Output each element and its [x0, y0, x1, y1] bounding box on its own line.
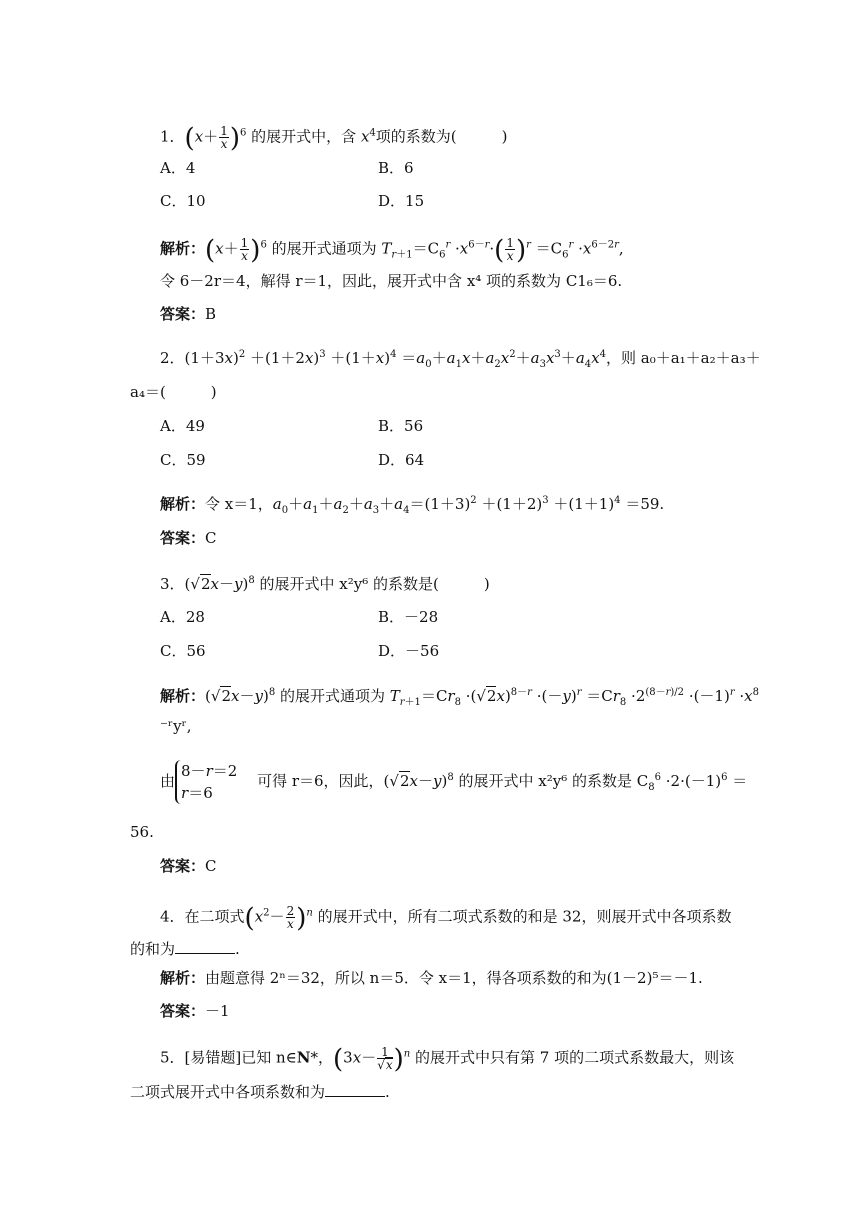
stem-text: 项的系数为( )	[375, 127, 508, 146]
analysis-text: 由	[160, 772, 176, 790]
analysis-line: 56.	[130, 823, 154, 841]
option-c: C．10	[160, 192, 206, 210]
stem-text: 的展开式中，含	[251, 127, 357, 146]
stem-text: 的展开式中，所有二项式系数的和是 32，则展开式中各项系数	[317, 907, 732, 926]
question-3-analysis: 解析：$(√2x-y)^8$ 的展开式通项为 $T_{r+1}=Cr_8 \cdot(√2x)^{8-r} \cdot(-y)^r =Cr_8 \cdot 2^{(8-r)/2} \cdot(-1)^r \cdot x^8$	[160, 687, 760, 708]
analysis-line: ⁻ʳyʳ,	[160, 717, 192, 735]
analysis-line: 令 6－2r＝4，解得 r＝1，因此，展开式中含 x⁴ 项的系数为 C1₆＝6.	[160, 272, 623, 290]
analysis-label: 解析：	[160, 495, 206, 513]
answer-value: C	[205, 857, 217, 875]
stem-text: .	[385, 1083, 390, 1101]
stem-text: ，则 a₀＋a₁＋a₂＋a₃＋	[605, 349, 761, 367]
stem-text: 的展开式中 x²y⁶ 的系数是( )	[259, 575, 490, 593]
question-4-stem-line2	[130, 939, 240, 959]
question-1-stem: 1．(x＋ $\frac{1}{x}$ )$^6$ 的展开式中，含 $x^4$项的系数为( )	[160, 123, 508, 154]
option-d: D．－56	[378, 642, 440, 660]
question-2-answer	[160, 528, 217, 548]
analysis-text: 由题意得 2ⁿ＝32，所以 n＝5．令 x＝1，得各项系数的和为(1－2)⁵＝－1.	[205, 969, 703, 987]
analysis-label: 解析：	[160, 687, 206, 705]
option-b: B．－28	[378, 608, 439, 626]
stem-text: 的和为	[130, 940, 176, 958]
question-1-analysis: 解析：(x＋ $\frac{1}{x}$ )$^6$ 的展开式通项为 $T_{r+1}=C_6^r \cdot x^{6-r}\cdot$( $\frac{1}{x}$ )$^r =C_6^r \cdot x^{6-2r}$,	[160, 235, 624, 266]
question-1-answer	[160, 304, 216, 324]
answer-value: B	[205, 305, 217, 323]
answer-blank	[325, 1096, 385, 1097]
option-c: C．59	[160, 451, 206, 469]
analysis-text: 的展开式中 x²y⁶ 的系数是	[458, 772, 632, 790]
answer-value: C	[205, 529, 217, 547]
stem-text: 二项式展开式中各项系数和为	[130, 1083, 326, 1101]
analysis-text: 令 x＝1，	[205, 495, 273, 513]
analysis-text: 的展开式通项为	[271, 239, 377, 258]
answer-label: 答案：	[160, 1002, 206, 1020]
option-b: B．6	[378, 159, 414, 177]
stem-text: 的展开式中只有第 7 项的二项式系数最大，则该	[415, 1048, 735, 1067]
stem-text: .	[235, 940, 240, 958]
option-a: A．28	[160, 608, 205, 626]
option-a: A．4	[160, 159, 196, 177]
question-number: 4．在二项式	[160, 907, 245, 926]
question-3-analysis-line3: 由8－r＝2 r＝6 可得 r＝6，因此，$(√2x-y)^8$ 的展开式中 x²y⁶ 的系数是 $C_8^6 \cdot 2\cdot(-1)^6$ ＝	[160, 762, 748, 802]
option-a: A．49	[160, 417, 205, 435]
question-2-analysis: 解析：令 x＝1，$a_0+a_1+a_2+a_3+a_4=(1+3)^2 +(1+2)^3 +(1+1)^4 =59$.	[160, 495, 665, 516]
analysis-text: 的展开式通项为	[279, 687, 385, 705]
question-3-answer	[160, 856, 217, 876]
question-2-stem: 2．$(1+3x)^2 +(1+2x)^3 +(1+x)^4 =a_0+a_1x+a_2x^2+a_3x^3+a_4x^4$，则 a₀＋a₁＋a₂＋a₃＋	[160, 349, 761, 370]
answer-blank	[175, 953, 235, 954]
question-3-stem: 3．$(√2x-y)^8$ 的展开式中 x²y⁶ 的系数是( )	[160, 575, 490, 593]
analysis-label: 解析：	[160, 239, 206, 258]
question-4-analysis	[160, 968, 703, 988]
question-number: 2．	[160, 349, 185, 367]
question-4-answer	[160, 1001, 230, 1021]
question-number: 5．[易错题]已知 n∈	[160, 1048, 297, 1067]
question-5-stem: 5．[易错题]已知 n∈N*，(3x－ $\frac{1}{√x}$ )$^n$ 的展开式中只有第 7 项的二项式系数最大，则该	[160, 1044, 735, 1075]
equation-system: 8－r＝2 r＝6	[175, 760, 237, 804]
question-4-stem: 4．在二项式($x^2-$ $\frac{2}{x}$ )$^n$ 的展开式中，所有二项式系数的和是 32，则展开式中各项系数	[160, 903, 732, 934]
analysis-text: 可得 r＝6，因此，	[257, 772, 384, 790]
question-2-stem-line2: a₄＝( )	[130, 383, 217, 401]
stem-text: N	[296, 1048, 311, 1067]
option-d: D．15	[378, 192, 425, 210]
answer-label: 答案：	[160, 857, 206, 875]
option-b: B．56	[378, 417, 424, 435]
question-number: 3．	[160, 575, 185, 593]
question-number: 1．	[160, 127, 185, 146]
option-c: C．56	[160, 642, 206, 660]
question-5-stem-line2	[130, 1082, 390, 1102]
stem-text: *，	[310, 1048, 334, 1067]
option-d: D．64	[378, 451, 425, 469]
answer-label: 答案：	[160, 305, 206, 323]
analysis-label: 解析：	[160, 969, 206, 987]
answer-value: －1	[205, 1002, 230, 1020]
answer-label: 答案：	[160, 529, 206, 547]
